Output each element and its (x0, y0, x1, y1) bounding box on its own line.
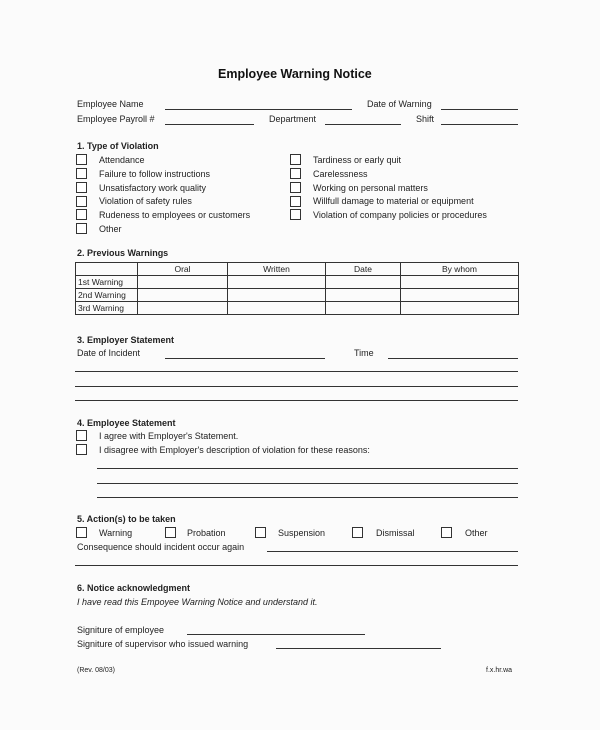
date-of-incident-label: Date of Incident (77, 348, 141, 358)
checkbox-tardiness[interactable] (290, 154, 301, 165)
table-cell[interactable] (228, 302, 326, 315)
supervisor-signature-field[interactable] (276, 648, 441, 649)
violation-option-label: Attendance (99, 155, 145, 165)
action-option-label: Warning (99, 528, 133, 538)
employee-payroll-field[interactable] (165, 124, 254, 125)
time-label: Time (354, 348, 374, 358)
previous-warnings-table (75, 262, 519, 315)
date-of-warning-label: Date of Warning (367, 99, 432, 109)
table-cell[interactable] (138, 289, 228, 302)
column-header (76, 263, 138, 276)
employer-statement-line[interactable] (75, 400, 518, 401)
table-cell[interactable] (138, 302, 228, 315)
table-cell[interactable] (138, 276, 228, 289)
employee-reason-line[interactable] (97, 483, 518, 484)
checkbox-other-violation[interactable] (76, 223, 87, 234)
table-cell[interactable] (228, 289, 326, 302)
table-row (76, 302, 519, 315)
table-cell[interactable] (401, 289, 519, 302)
table-cell[interactable] (401, 302, 519, 315)
checkbox-willfull-damage[interactable] (290, 196, 301, 207)
employee-signature-label: Signiture of employee (77, 625, 165, 635)
table-cell[interactable] (326, 276, 401, 289)
employee-name-label: Employee Name (77, 99, 144, 109)
revision-note: (Rev. 08/03) (77, 667, 115, 674)
consequence-line[interactable] (75, 565, 518, 566)
shift-field[interactable] (441, 124, 518, 125)
checkbox-safety-rules[interactable] (76, 196, 87, 207)
action-option-label: Dismissal (376, 528, 415, 538)
date-of-incident-field[interactable] (165, 358, 325, 359)
table-cell[interactable] (228, 276, 326, 289)
department-label: Department (269, 114, 317, 124)
agree-label: I agree with Employer's Statement. (99, 431, 239, 441)
column-header: Oral (138, 263, 228, 276)
page-title: Employee Warning Notice (218, 67, 372, 81)
row-label: 1st Warning (76, 276, 138, 289)
section-previous-warnings-heading: 2. Previous Warnings (77, 248, 169, 258)
employee-signature-field[interactable] (187, 634, 365, 635)
violation-option-label: Other (99, 224, 122, 234)
column-header: Date (326, 263, 401, 276)
department-field[interactable] (325, 124, 401, 125)
violation-option-label: Working on personal matters (313, 183, 428, 193)
table-header-row (76, 263, 519, 276)
table-cell[interactable] (326, 289, 401, 302)
supervisor-signature-label: Signiture of supervisor who issued warning (77, 639, 249, 649)
checkbox-personal-matters[interactable] (290, 182, 301, 193)
violation-option-label: Rudeness to employees or customers (99, 210, 251, 220)
employee-name-field[interactable] (165, 109, 352, 110)
column-header: Written (228, 263, 326, 276)
violation-option-label: Willfull damage to material or equipment (313, 196, 474, 206)
acknowledgment-statement: I have read this Empoyee Warning Notice and understand it. (77, 597, 318, 607)
checkbox-other-action[interactable] (441, 527, 452, 538)
checkbox-carelessness[interactable] (290, 168, 301, 179)
employer-statement-line[interactable] (75, 386, 518, 387)
consequence-label: Consequence should incident occur again (77, 542, 245, 552)
checkbox-disagree[interactable] (76, 444, 87, 455)
section-employee-statement-heading: 4. Employee Statement (77, 418, 176, 428)
action-option-label: Probation (187, 528, 226, 538)
violation-option-label: Tardiness or early quit (313, 155, 402, 165)
action-option-label: Other (465, 528, 488, 538)
employee-reason-line[interactable] (97, 497, 518, 498)
employer-statement-line[interactable] (75, 371, 518, 372)
table-row (76, 276, 519, 289)
violation-option-label: Violation of safety rules (99, 196, 192, 206)
checkbox-unsatisfactory-quality[interactable] (76, 182, 87, 193)
section-employer-statement-heading: 3. Employer Statement (77, 335, 175, 345)
action-option-label: Suspension (278, 528, 326, 538)
disagree-label: I disagree with Employer's description of violation for these reasons: (99, 445, 370, 455)
violation-option-label: Carelessness (313, 169, 368, 179)
checkbox-attendance[interactable] (76, 154, 87, 165)
table-cell[interactable] (326, 302, 401, 315)
checkbox-probation[interactable] (165, 527, 176, 538)
violation-option-label: Unsatisfactory work quality (99, 183, 207, 193)
section-type-of-violation-heading: 1. Type of Violation (77, 141, 159, 151)
table-row (76, 289, 519, 302)
form-code: f.x.hr.wa (486, 667, 513, 674)
row-label: 2nd Warning (76, 289, 138, 302)
shift-label: Shift (416, 114, 435, 124)
checkbox-dismissal[interactable] (352, 527, 363, 538)
consequence-field[interactable] (267, 551, 518, 552)
employee-reason-line[interactable] (97, 468, 518, 469)
violation-option-label: Failure to follow instructions (99, 169, 211, 179)
date-of-warning-field[interactable] (441, 109, 518, 110)
column-header: By whom (401, 263, 519, 276)
checkbox-rudeness[interactable] (76, 209, 87, 220)
checkbox-warning[interactable] (76, 527, 87, 538)
time-field[interactable] (388, 358, 518, 359)
checkbox-agree[interactable] (76, 430, 87, 441)
checkbox-policy-violation[interactable] (290, 209, 301, 220)
section-actions-heading: 5. Action(s) to be taken (77, 514, 176, 524)
row-label: 3rd Warning (76, 302, 138, 315)
violation-option-label: Violation of company policies or procedures (313, 210, 487, 220)
table-cell[interactable] (401, 276, 519, 289)
employee-payroll-label: Employee Payroll # (77, 114, 155, 124)
checkbox-failure-instructions[interactable] (76, 168, 87, 179)
section-acknowledgment-heading: 6. Notice acknowledgment (77, 583, 191, 593)
checkbox-suspension[interactable] (255, 527, 266, 538)
